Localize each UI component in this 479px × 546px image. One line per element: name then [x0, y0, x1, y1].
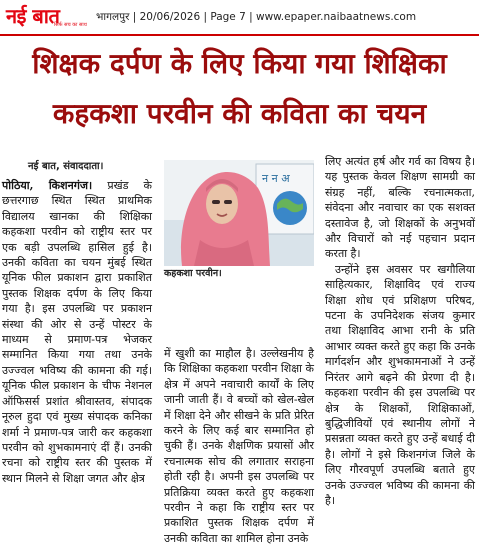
- portrait-photo: [164, 160, 314, 266]
- header-divider: [0, 34, 479, 36]
- column-1-text: प्रखंड के छत्तरगाछ स्थित स्थित प्राथमिक विद्यालय खानका की शिक्षिका कहकशा परवीन को राष्ट्रीय स्तर पर एक बड़ी उपलब्धि हासिल हुई है। उनकी कविता का चयन मुंबई स्थित यूनिक फील प्रकाशन द्वारा प्रकाशित पुस्तक शिक्षक दर्पण के लिए किया गया है। इस उपलब्धि पर प्रकाशन संस्था की ओर से उन्हें पोस्टर के माध्यम से प्रमाण-पत्र भेजकर सम्मानित किया गया तथा उनके उज्ज्वल भविष्य की कामना की गई। यूनिक फील प्रकाशन के चीफ नेशनल ऑफिसर्स प्रशांत श्रीवास्तव, संपादक नूरुल हुदा एवं मुख्य संपादक कनिका शर्मा ने प्रमाण-पत्र जारी कर कहकशा परवीन को शुभकामनाएं दीं हैं। उनकी रचना को राष्ट्रीय स्तर की पुस्तक में स्थान मिलने से शिक्षा जगत और क्षेत्र: [2, 179, 152, 485]
- newspaper-logo[interactable]: [6, 4, 90, 30]
- article-column-3: [325, 154, 475, 508]
- masthead: [0, 0, 479, 34]
- logo-text: नई बात: [6, 4, 60, 28]
- dateline: पोठिया, किशनगंज।: [2, 179, 93, 192]
- column-3-paragraph-1: लिए अत्यंत हर्ष और गर्व का विषय है। यह पुस्तक केवल शिक्षण सामग्री का संग्रह नहीं, बल्कि रचनात्मकता, संवेदना और नवाचार का एक सशक्त दस्तावेज है, जो शिक्षकों के अनुभवों और विचारों को नई पहचान प्रदान करता है।: [325, 155, 475, 261]
- article-column-2: [164, 346, 314, 546]
- headline-line-1: शिक्षक दर्पण के लिए किया गया शिक्षिका: [32, 47, 447, 80]
- logo-tagline: सिर्फ सच का साथ: [54, 22, 87, 28]
- article-headline: [0, 46, 479, 132]
- board-text: न न अ: [262, 172, 290, 185]
- headline-line-2: कहकशा परवीन की कविता का चयन: [52, 97, 427, 130]
- photo-caption: कहकशा परवीन।: [164, 268, 222, 279]
- byline: नई बात, संवाददाता।: [28, 161, 104, 172]
- column-3-paragraph-2: उन्होंने इस अवसर पर खगौलिया साहित्यकार, शिक्षाविद एवं राज्य शिक्षा शोध एवं प्रशिक्षण परिषद, पटना के उपनिदेशक संजय कुमार तथा शिक्षाविद आभा रानी के प्रति आभार व्यक्त करते हुए कहा कि उनके मार्गदर्शन और शुभकामनाओं ने उन्हें निरंतर आगे बढ़ने की प्रेरणा दी है। कहकशा परवीन की इस उपलब्धि पर क्षेत्र के शिक्षकों, शिक्षिकाओं, बुद्धिजीवियों एवं स्थानीय लोगों ने प्रसन्नता व्यक्त करते हुए उन्हें बधाई दी है। लोगों ने इसे किशनगंज जिले के लिए गौरवपूर्ण उपलब्धि बताते हुए उनके उज्ज्वल भविष्य की कामना की है।: [325, 262, 475, 507]
- article-column-1: [2, 178, 152, 486]
- article-photo: [164, 160, 314, 266]
- column-2-text: में खुशी का माहौल है। उल्लेखनीय है कि शिक्षिका कहकशा परवीन शिक्षा के क्षेत्र में अपने नवाचारी कार्यों के लिए जानी जाती हैं। वे बच्चों को खेल-खेल में शिक्षा देने और सीखने के प्रति प्रेरित करने के लिए कई बार सम्मानित हो चुकी हैं। उनके शैक्षणिक प्रयासों और रचनात्मक सोच की लगातार सराहना होती रही है। अपनी इस उपलब्धि पर प्रतिक्रिया व्यक्त करते हुए कहकशा परवीन ने कहा कि राष्ट्रीय स्तर पर प्रकाशित पुस्तक शिक्षक दर्पण में उनकी कविता का शामिल होना उनके: [164, 347, 314, 545]
- edition-meta: भागलपुर | 20/06/2026 | Page 7 | www.epaper.naibaatnews.com: [96, 11, 417, 23]
